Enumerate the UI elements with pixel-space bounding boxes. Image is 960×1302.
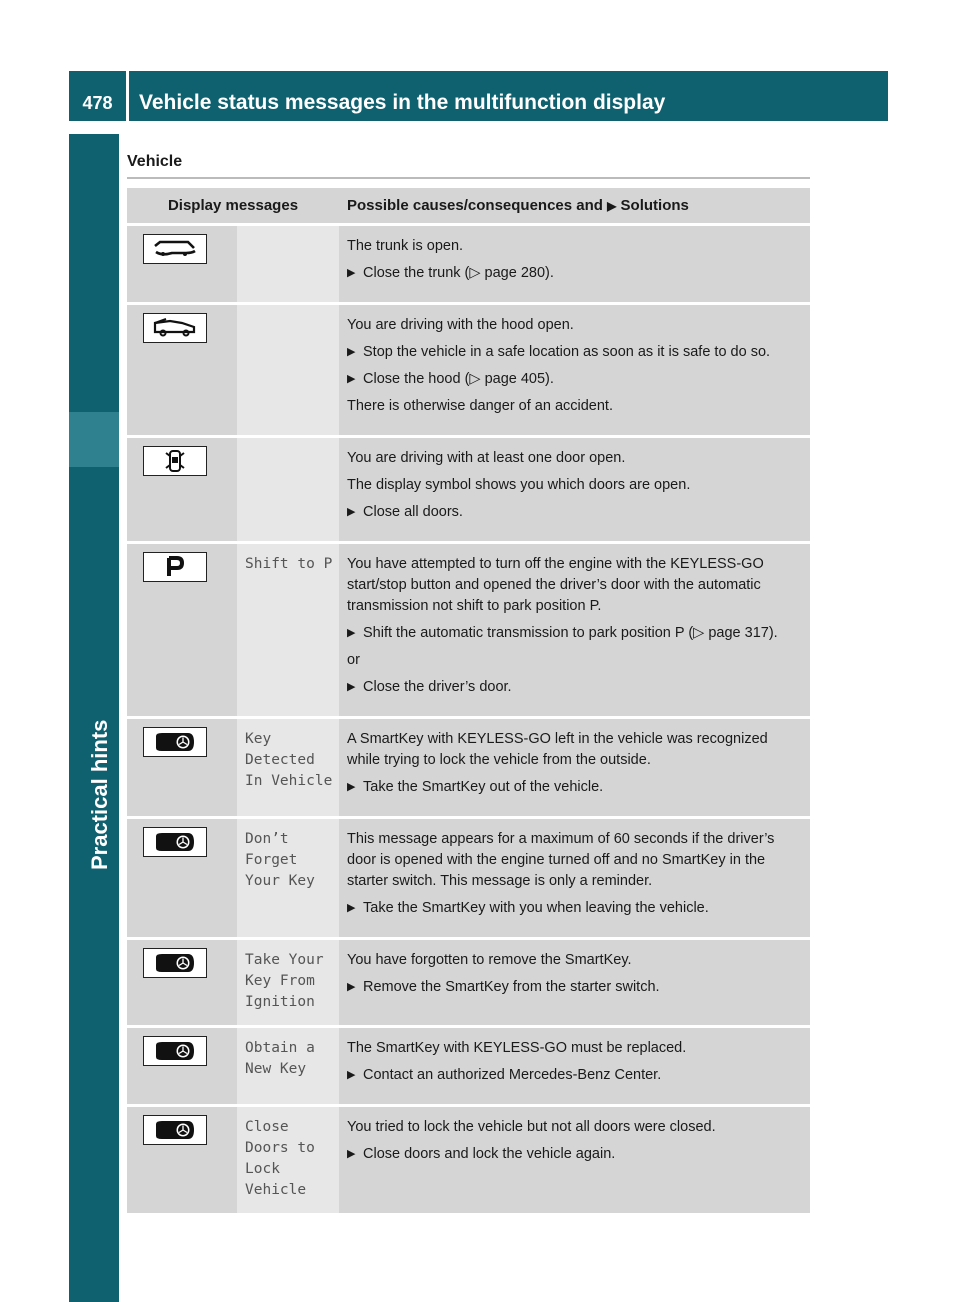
- description-text: You have forgotten to remove the SmartKey.: [347, 952, 632, 968]
- hood-open-icon: [143, 313, 207, 343]
- description-text: or: [347, 652, 360, 668]
- park-p-icon: [143, 552, 207, 582]
- causes-solutions-cell: [339, 818, 810, 939]
- display-symbol-cell: [127, 1027, 237, 1106]
- solution-step: ▶ Remove the SmartKey from the starter switch.: [347, 977, 802, 998]
- display-message: Key Detected In Vehicle: [237, 718, 339, 818]
- solution-step: ▶ Close the hood (▷ page 405).: [347, 369, 802, 390]
- display-message: Shift to P: [237, 543, 339, 718]
- solution-step: ▶ Contact an authorized Mercedes-Benz Center.: [347, 1065, 802, 1086]
- solution-step: ▶ Close the driver’s door.: [347, 677, 802, 698]
- display-symbol-cell: [127, 225, 237, 304]
- step-arrow-icon: ▶: [347, 902, 356, 914]
- page-title: Vehicle status messages in the multifunction display: [139, 91, 666, 114]
- page-header: [69, 71, 888, 121]
- display-message: Obtain a New Key: [237, 1027, 339, 1106]
- smartkey-icon: [143, 727, 207, 757]
- step-arrow-icon: ▶: [347, 627, 356, 639]
- step-arrow-icon: ▶: [347, 981, 356, 993]
- display-symbol-cell: [127, 543, 237, 718]
- display-message: Don’t Forget Your Key: [237, 818, 339, 939]
- display-message: Take Your Key From Ignition: [237, 939, 339, 1027]
- causes-solutions-cell: [339, 1027, 810, 1106]
- display-message: [237, 437, 339, 543]
- chapter-label: Practical hints: [87, 719, 112, 870]
- step-arrow-icon: ▶: [347, 1148, 356, 1160]
- display-message: [237, 304, 339, 437]
- table-row: [127, 304, 810, 437]
- step-arrow-icon: ▶: [347, 506, 356, 518]
- display-message: Close Doors to Lock Vehicle: [237, 1106, 339, 1214]
- description-text: You are driving with at least one door open.: [347, 450, 626, 466]
- step-arrow-icon: ▶: [347, 781, 356, 793]
- description-text: You tried to lock the vehicle but not all doors were closed.: [347, 1119, 716, 1135]
- step-arrow-icon: ▶: [347, 681, 356, 693]
- smartkey-icon: [143, 948, 207, 978]
- solution-step: ▶ Close all doors.: [347, 502, 802, 523]
- display-symbol-cell: [127, 939, 237, 1027]
- causes-solutions-cell: [339, 1106, 810, 1214]
- solution-step: ▶ Close the trunk (▷ page 280).: [347, 263, 802, 284]
- messages-table: [127, 188, 810, 1213]
- solution-step: ▶ Take the SmartKey with you when leaving the vehicle.: [347, 898, 802, 919]
- step-arrow-icon: ▶: [347, 346, 356, 358]
- display-symbol-cell: [127, 1106, 237, 1214]
- solution-step: ▶ Take the SmartKey out of the vehicle.: [347, 777, 802, 798]
- table-row: [127, 718, 810, 818]
- causes-solutions-cell: [339, 437, 810, 543]
- solution-step: ▶ Stop the vehicle in a safe location as soon as it is safe to do so.: [347, 342, 802, 363]
- smartkey-icon: [143, 827, 207, 857]
- table-row: [127, 225, 810, 304]
- display-symbol-cell: [127, 818, 237, 939]
- door-open-icon: [143, 446, 207, 476]
- causes-solutions-cell: [339, 718, 810, 818]
- causes-solutions-cell: [339, 304, 810, 437]
- display-symbol-cell: [127, 437, 237, 543]
- section-rule: [127, 177, 810, 179]
- smartkey-icon: [143, 1036, 207, 1066]
- section-title: Vehicle: [127, 153, 183, 170]
- table-row: [127, 1106, 810, 1214]
- description-text: The trunk is open.: [347, 238, 464, 254]
- description-text: The SmartKey with KEYLESS-GO must be replaced.: [347, 1040, 687, 1056]
- table-row: [127, 437, 810, 543]
- col-causes: Possible causes/consequences and ▶ Solutions: [339, 188, 810, 225]
- col-display-messages: Display messages: [127, 188, 339, 225]
- description-text: A SmartKey with KEYLESS-GO left in the vehicle was recognized while trying to lock the vehicle from the outside.: [347, 731, 768, 768]
- table-row: [127, 818, 810, 939]
- table-row: [127, 939, 810, 1027]
- chapter-marker: [69, 412, 119, 467]
- solution-step: ▶ Close doors and lock the vehicle again.: [347, 1144, 802, 1165]
- description-text: This message appears for a maximum of 60 seconds if the driver’s door is opened with the engine turned off and no SmartKey in the starter switch. This message is only a reminder.: [347, 831, 775, 889]
- display-symbol-cell: [127, 304, 237, 437]
- trunk-open-icon: [143, 234, 207, 264]
- causes-solutions-cell: [339, 939, 810, 1027]
- table-row: [127, 543, 810, 718]
- step-arrow-icon: ▶: [347, 267, 356, 279]
- arrow-right-icon: ▶: [607, 199, 617, 213]
- description-text: The display symbol shows you which doors are open.: [347, 477, 691, 493]
- table-header-row: [127, 188, 810, 225]
- step-arrow-icon: ▶: [347, 1069, 356, 1081]
- description-text: There is otherwise danger of an accident.: [347, 398, 613, 414]
- header-separator: [126, 71, 129, 121]
- page-number: 478: [82, 93, 113, 113]
- table-row: [127, 1027, 810, 1106]
- description-text: You are driving with the hood open.: [347, 317, 574, 333]
- display-symbol-cell: [127, 718, 237, 818]
- description-text: You have attempted to turn off the engine with the KEYLESS-GO start/stop button and opened the driver’s door with the automatic transmission not shift to park position P.: [347, 556, 764, 614]
- display-message: [237, 225, 339, 304]
- solution-step: ▶ Shift the automatic transmission to park position P (▷ page 317).: [347, 623, 802, 644]
- step-arrow-icon: ▶: [347, 373, 356, 385]
- causes-solutions-cell: [339, 543, 810, 718]
- smartkey-icon: [143, 1115, 207, 1145]
- causes-solutions-cell: [339, 225, 810, 304]
